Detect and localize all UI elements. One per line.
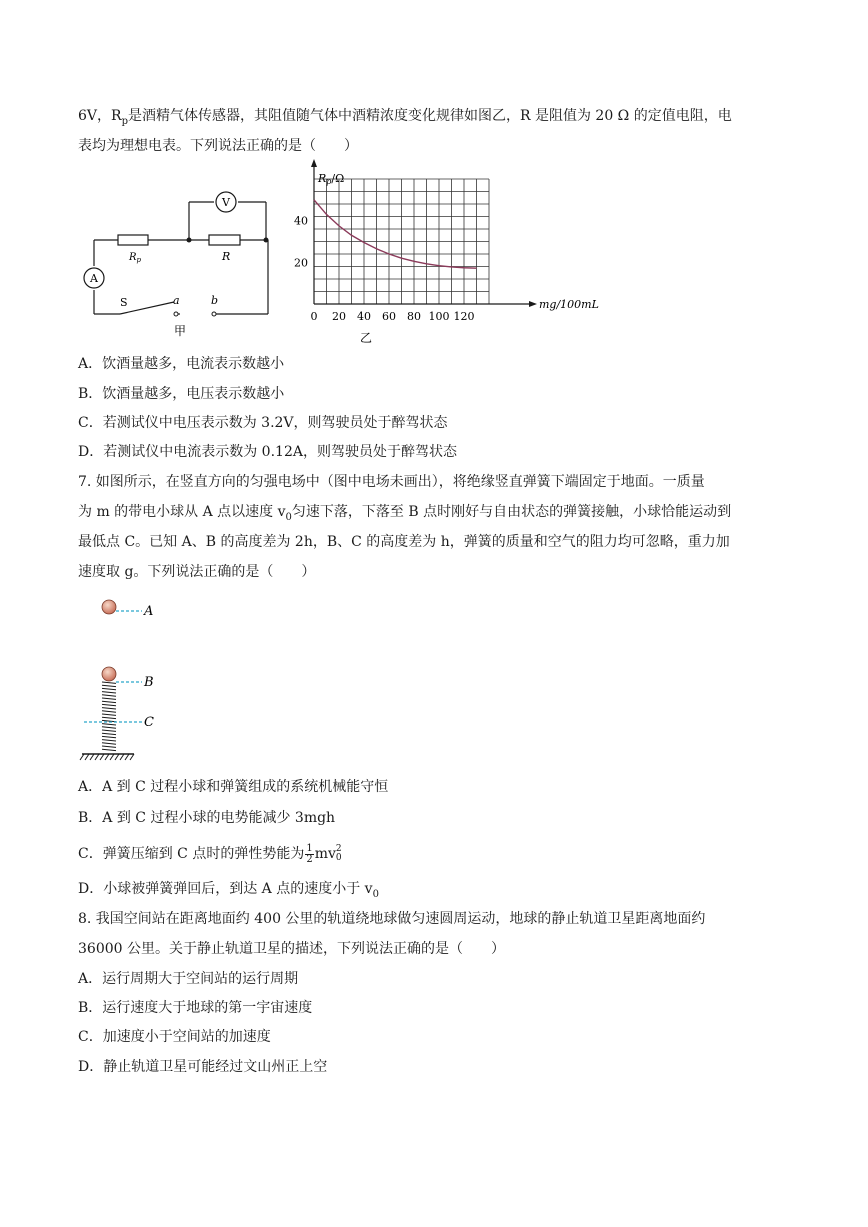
q6-option-c[interactable]: C．若测试仪中电压表示数为 3.2V，则驾驶员处于醉驾状态 [78,415,448,431]
q7-stem-line1: 7. 如图所示，在竖直方向的匀强电场中（图中电场未画出），将绝缘竖直弹簧下端固定于地面。一质量 [78,474,705,490]
rp-resistor [118,235,148,245]
x-tick-label: 20 [332,310,346,323]
svg-text:C: C [144,715,154,730]
q7-option-c[interactable]: C．弹簧压缩到 C 点时的弹性势能为 $\frac{1}{2}$ mv 2 0 [78,842,342,865]
q7-option-a[interactable]: A．A 到 C 过程小球和弹簧组成的系统机械能守恒 [78,779,389,795]
svg-text:b: b [211,294,219,307]
q8-option-c[interactable]: C．加速度小于空间站的加速度 [78,1029,271,1045]
y-tick-label: 40 [294,214,308,228]
q6-option-d[interactable]: D．若测试仪中电流表示数为 0.12A，则驾驶员处于醉驾状态 [78,444,457,460]
svg-text:R: R [222,250,231,263]
x-tick-label: 0 [310,310,318,323]
rp-label: $R_p$ [129,252,142,264]
spring-figure [78,594,198,774]
spring [102,682,116,751]
y-axis-label: Rp/Ω [318,172,345,186]
fraction: $\frac{1}{2}$ [306,842,313,865]
x-axis-label: mg/100mL [539,298,599,311]
x-tick-label: 120 [453,310,475,323]
q7-option-b[interactable]: B．A 到 C 过程小球的电势能减少 3mgh [78,810,336,826]
q7-option-d[interactable]: D．小球被弹簧弹回后，到达 A 点的速度小于 $v_0$ [78,881,379,900]
q6-stem-line1: 6V，$R_p$是酒精气体传感器，其阻值随气体中酒精浓度变化规律如图乙，R 是阻值为 20 Ω 的定值电阻，电 [78,108,732,127]
q6-stem-line2: 表均为理想电表。下列说法正确的是（ ） [78,138,358,154]
q6-option-a[interactable]: A．饮酒量越多，电流表示数越小 [78,356,285,372]
x-tick-label: 80 [407,310,421,323]
x-tick-label: 60 [382,310,396,323]
q8-option-b[interactable]: B．运行速度大于地球的第一宇宙速度 [78,1000,313,1016]
x-axis-arrow [529,301,537,307]
sensor-resistance-graph [290,168,599,348]
svg-text:B: B [144,675,154,690]
x-tick-label: 40 [357,310,371,323]
q8-option-d[interactable]: D．静止轨道卫星可能经过文山州正上空 [78,1059,328,1075]
svg-text:A: A [90,272,98,285]
graph-caption: 乙 [360,331,373,345]
ball-at-b [102,667,116,681]
q8-stem-line2: 36000 公里。关于静止轨道卫星的描述，下列说法正确的是（ ） [78,941,505,957]
svg-text:S: S [120,296,128,309]
q8-option-a[interactable]: A．运行周期大于空间站的运行周期 [78,971,299,987]
q7-stem-line3: 最低点 C。已知 A、B 的高度差为 2h，B、C 的高度差为 h，弹簧的质量和空气的阻力均可忽略，重力加 [78,534,730,550]
q6-option-b[interactable]: B．饮酒量越多，电压表示数越小 [78,386,285,402]
resistance-curve [314,200,477,268]
svg-text:A: A [144,604,154,619]
svg-text:V: V [222,196,230,209]
r-resistor [209,235,240,245]
svg-text:甲: 甲 [174,324,187,338]
ball-at-a [102,600,116,614]
q7-stem-line2: 为 m 的带电小球从 A 点以速度 $v_0$匀速下落，下落至 B 点时刚好与自由状态的弹簧接触，小球恰能运动到 [78,504,732,523]
q7-stem-line4: 速度取 g。下列说法正确的是（ ） [78,564,316,580]
q8-stem-line1: 8. 我国空间站在距离地面约 400 公里的轨道绕地球做匀速圆周运动，地球的静止轨道卫星距离地面约 [78,911,706,927]
y-tick-label: 20 [294,256,308,270]
x-tick-label: 100 [428,310,450,323]
circuit-diagram [76,180,286,340]
svg-text:a: a [173,294,180,307]
y-axis-arrow [311,159,317,167]
